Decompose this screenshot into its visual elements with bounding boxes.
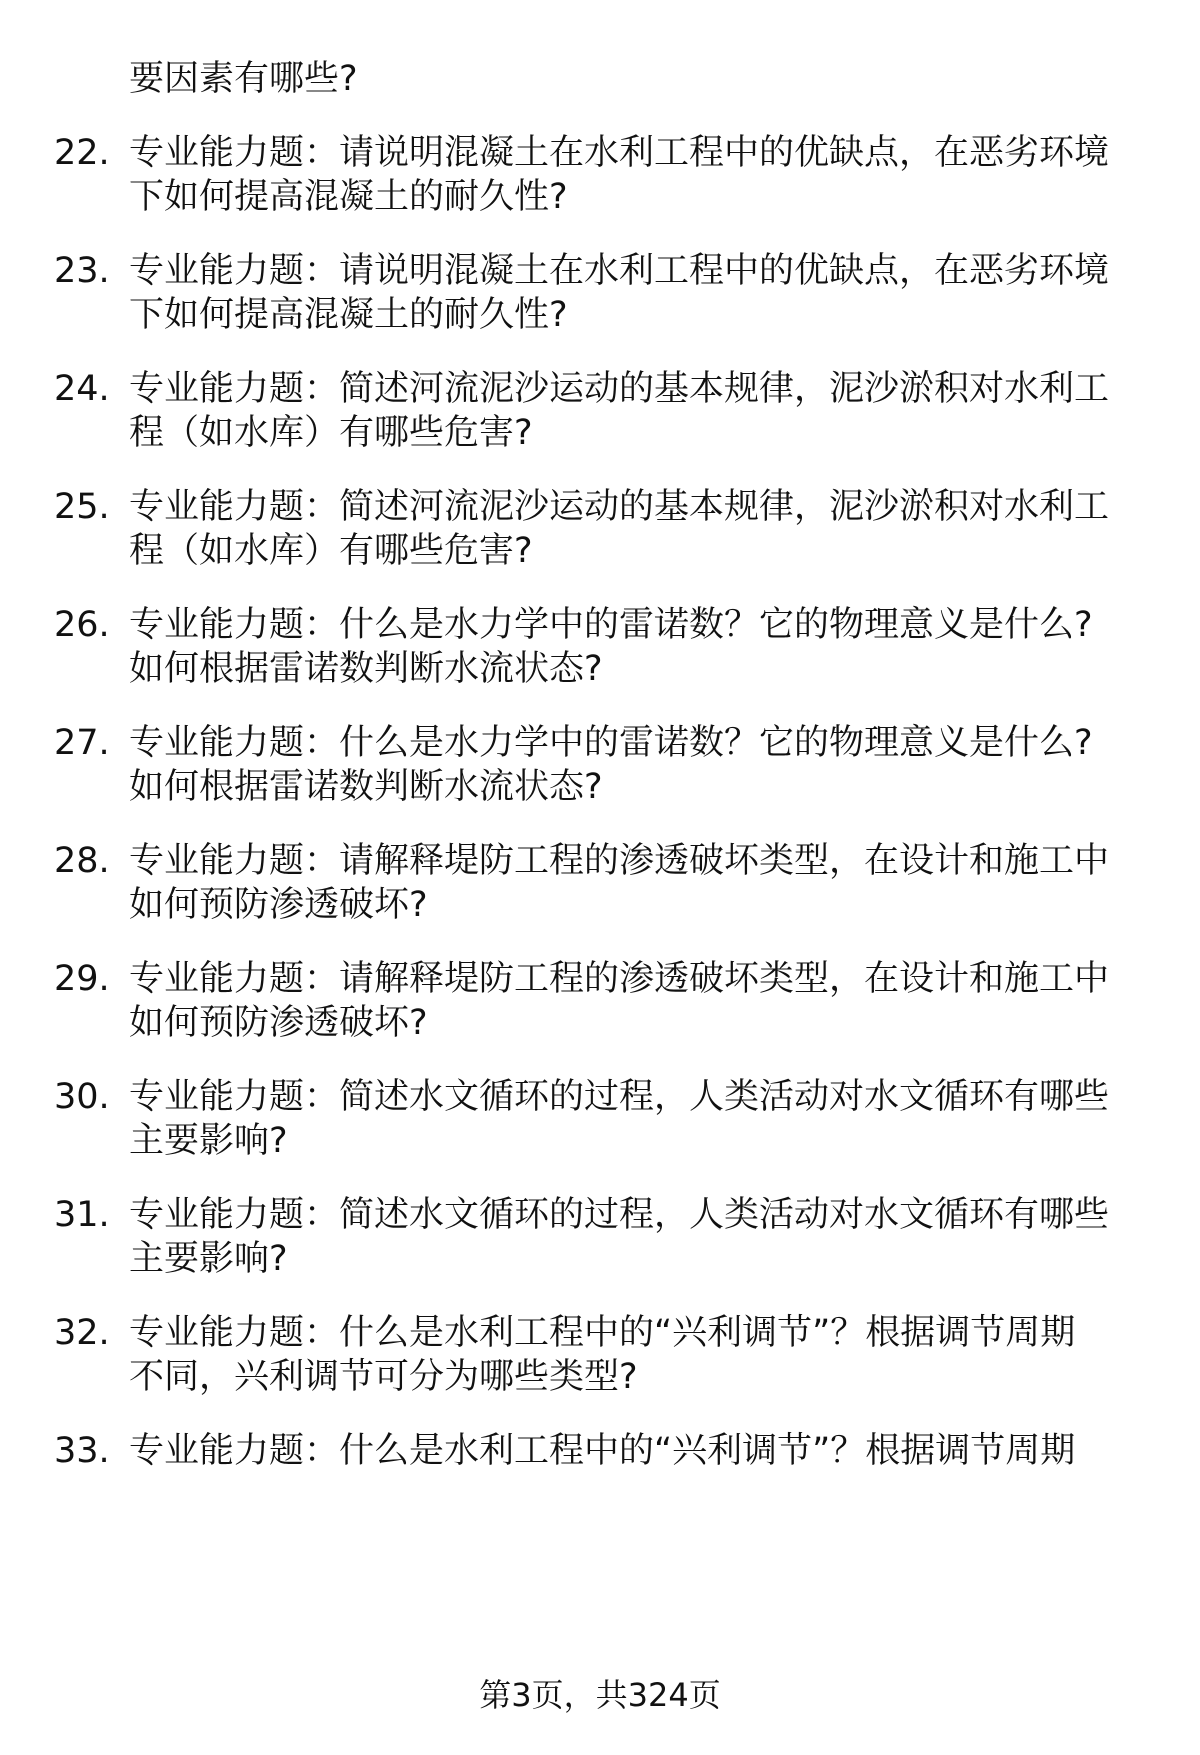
question-line: 下如何提高混凝土的耐久性? (129, 295, 568, 335)
question-line: 专业能力题：请说明混凝土在水利工程中的优缺点，在恶劣环境 (129, 251, 1110, 291)
question-line: 专业能力题：简述河流泥沙运动的基本规律，泥沙淤积对水利工 (129, 369, 1110, 409)
question-line: 如何根据雷诺数判断水流状态? (129, 767, 603, 807)
question-line: 专业能力题：简述水文循环的过程，人类活动对水文循环有哪些 (129, 1195, 1110, 1235)
question-number: 27. (54, 723, 110, 763)
question-number: 24. (54, 369, 110, 409)
question-line: 专业能力题：什么是水利工程中的“兴利调节”？根据调节周期 (129, 1431, 1076, 1471)
question-number: 30. (54, 1077, 110, 1117)
question-line: 专业能力题：请解释堤防工程的渗透破坏类型，在设计和施工中 (129, 841, 1110, 881)
question-line: 主要影响? (129, 1121, 288, 1161)
question-number: 25. (54, 487, 110, 527)
question-line: 专业能力题：请解释堤防工程的渗透破坏类型，在设计和施工中 (129, 959, 1110, 999)
question-number: 29. (54, 959, 110, 999)
question-line: 如何预防渗透破坏? (129, 885, 428, 925)
question-line: 专业能力题：什么是水力学中的雷诺数？它的物理意义是什么? (129, 723, 1093, 763)
question-line: 如何根据雷诺数判断水流状态? (129, 649, 603, 689)
question-number: 26. (54, 605, 110, 645)
continuation-line: 要因素有哪些? (129, 59, 358, 99)
question-line: 不同，兴利调节可分为哪些类型? (129, 1357, 638, 1397)
question-line: 专业能力题：请说明混凝土在水利工程中的优缺点，在恶劣环境 (129, 133, 1110, 173)
question-line: 主要影响? (129, 1239, 288, 1279)
question-number: 23. (54, 251, 110, 291)
question-line: 专业能力题：什么是水力学中的雷诺数？它的物理意义是什么? (129, 605, 1093, 645)
question-line: 专业能力题：简述河流泥沙运动的基本规律，泥沙淤积对水利工 (129, 487, 1110, 527)
question-number: 22. (54, 133, 110, 173)
question-line: 如何预防渗透破坏? (129, 1003, 428, 1043)
question-line: 专业能力题：什么是水利工程中的“兴利调节”？根据调节周期 (129, 1313, 1076, 1353)
question-line: 下如何提高混凝土的耐久性? (129, 177, 568, 217)
question-number: 31. (54, 1195, 110, 1235)
question-number: 28. (54, 841, 110, 881)
question-number: 32. (54, 1313, 110, 1353)
question-line: 程（如水库）有哪些危害? (129, 531, 533, 571)
page-footer: 第3页，共324页 (479, 1676, 721, 1714)
question-line: 专业能力题：简述水文循环的过程，人类活动对水文循环有哪些 (129, 1077, 1110, 1117)
question-number: 33. (54, 1431, 110, 1471)
question-line: 程（如水库）有哪些危害? (129, 413, 533, 453)
